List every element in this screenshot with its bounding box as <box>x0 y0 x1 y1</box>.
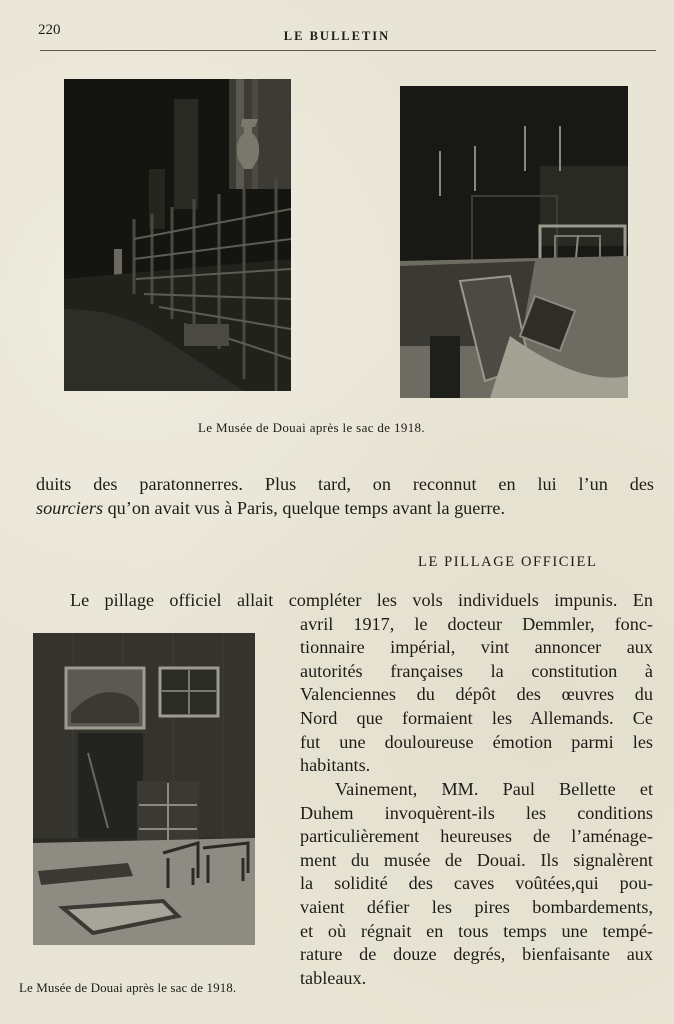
museum-frames-photo <box>33 633 255 945</box>
text-line: Le pillage officiel allait compléter les vols individuels impunis. En <box>70 590 653 610</box>
page-number: 220 <box>38 22 61 38</box>
text-line: vaient défier les pires bombardements, <box>300 897 653 917</box>
text-line: ment du musée de Douai. Ils signalèrent <box>300 849 653 870</box>
text-line: Vainement, MM. Paul Bellette et <box>335 779 653 799</box>
section-heading: LE PILLAGE OFFICIEL <box>418 554 598 570</box>
text-line: habitants. <box>300 755 371 776</box>
text-line: autorités françaises la constitution à <box>300 660 653 681</box>
text-line <box>36 497 654 521</box>
text-line: Nord que formaient les Allemands. Ce <box>300 708 653 728</box>
text-line: tionnaire impérial, vint annoncer aux <box>300 637 653 658</box>
text-line: la solidité des caves voûtées,qui pou- <box>300 873 653 894</box>
museum-debris-photo <box>400 86 628 398</box>
text-line: Valenciennes du dépôt des œuvres du <box>300 684 653 705</box>
running-title: LE BULLETIN <box>283 29 391 43</box>
figure-caption: Le Musée de Douai après le sac de 1918. <box>19 980 237 995</box>
text-line: duits des paratonnerres. Plus tard, on reconnut en lui l’un des <box>36 474 654 494</box>
text-line: et où régnait en tous temps une tempé- <box>300 920 653 941</box>
text-line: fut une douloureuse émotion parmi les <box>300 731 653 752</box>
text-line: rature de douze degrés, bienfaisante aux <box>300 944 653 965</box>
text-line-rest: qu’on avait vus à Paris, quelque temps avant la guerre. <box>103 498 506 518</box>
text-line: Duhem invoquèrent-ils les conditions <box>300 802 653 823</box>
italic-word: sourciers <box>36 498 104 518</box>
text-line: tableaux. <box>300 967 367 988</box>
figure-caption: Le Musée de Douai après le sac de 1918. <box>198 420 425 435</box>
text-line: avril 1917, le docteur Demmler, fonc- <box>300 613 653 634</box>
museum-gallery-photo <box>64 79 291 391</box>
header-rule <box>40 50 656 51</box>
text-line: particulièrement heureuses de l’aménage- <box>300 826 653 847</box>
